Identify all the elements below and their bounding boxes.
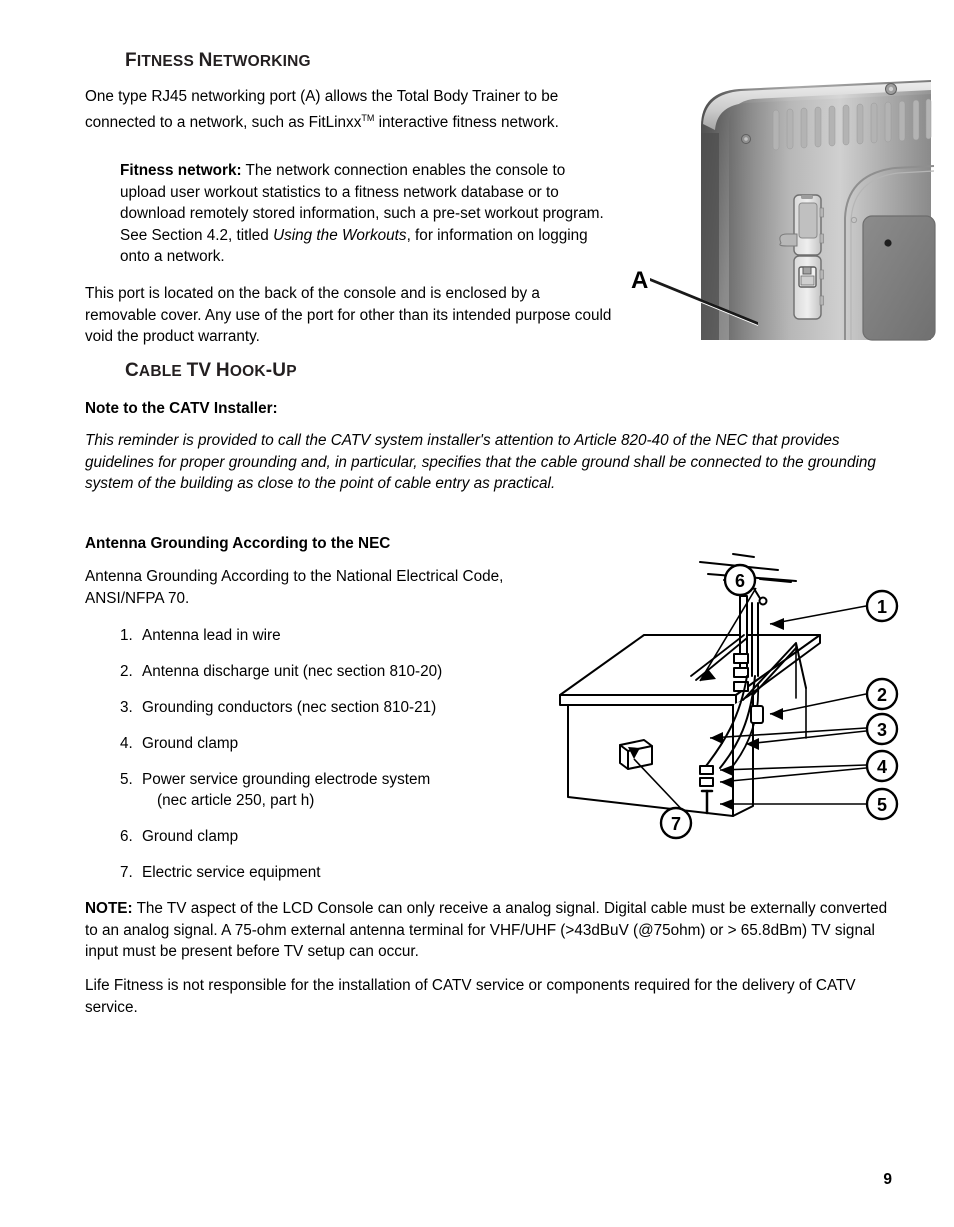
list-item-text: Electric service equipment — [142, 864, 321, 881]
note-to-catv-installer-heading: Note to the CATV Installer: — [85, 400, 278, 417]
list-item-text: Ground clamp — [142, 828, 239, 845]
list-item-text: Ground clamp — [142, 735, 239, 752]
list-item — [120, 826, 550, 847]
heading-fitness-networking — [125, 50, 311, 72]
port-cover-lower-rj45 — [794, 256, 824, 319]
callout-circle-2 — [867, 679, 897, 709]
heading-smallcaps-able: ABLE — [138, 363, 182, 380]
svg-text:4: 4 — [876, 757, 888, 777]
heading-initial-u: U — [272, 360, 287, 381]
list-item-text: Grounding conductors (nec section 810-21) — [142, 699, 437, 716]
port-cover-upper — [794, 195, 824, 255]
list-item — [120, 661, 550, 682]
svg-text:7: 7 — [670, 814, 682, 834]
list-item — [120, 733, 550, 754]
antenna-grounding-diagram — [548, 548, 904, 844]
list-item-text: Antenna lead in wire — [142, 627, 281, 644]
heading-initial-f: F — [125, 50, 137, 71]
callout-circle-3 — [867, 714, 897, 744]
note-label: NOTE: — [85, 900, 133, 917]
fitness-networking-paragraph-1 — [85, 86, 610, 133]
list-item-number: 4. — [120, 735, 133, 752]
list-item — [120, 697, 550, 718]
catv-installer-reminder-paragraph: This reminder is provided to call the CATV system installer's attention to Article 820-40 of the NEC that provides guidelines for proper grounding and, in particular, specifies that the cable ground shall be connected to the grounding system of the building as close to the point of cable entry as practical. — [85, 432, 876, 492]
callout-circle-1 — [867, 591, 897, 621]
fitness-network-callout — [120, 160, 615, 268]
note-body-text: The TV aspect of the LCD Console can only receive a analog signal. Digital cable must be externally converted to an analog signal. A 75-ohm external antenna terminal for VHF/UHF (>43dBuV (@75ohm) or > 65.8dBm) TV signal input must be present before TV setup can occur. — [85, 900, 888, 960]
paragraph-1-text: One type RJ45 networking port (A) allows the Total Body Trainer to be connected to a network, such as FitLinxx — [85, 88, 559, 131]
note-paragraph — [85, 898, 897, 963]
heading-initial-n: N — [198, 50, 213, 71]
heading-smallcaps-ook: OOK — [229, 363, 266, 380]
heading-smallcaps-p: P — [286, 363, 297, 380]
callout-text-2: , for information on logging onto a network. — [120, 226, 588, 265]
svg-text:3: 3 — [876, 720, 888, 740]
paragraph-1-text-end: interactive fitness network. — [374, 113, 559, 131]
page-number: 9 — [883, 1171, 892, 1188]
heading-initial-c: C — [125, 360, 139, 381]
callout-circle-4 — [867, 751, 897, 781]
heading-smallcaps-itness: ITNESS — [136, 53, 194, 70]
list-item — [120, 625, 550, 646]
list-item-number: 6. — [120, 828, 133, 845]
callout-circle-5 — [867, 789, 897, 819]
screw-top — [886, 84, 897, 95]
heading-initial-h: H — [215, 360, 230, 381]
callout-label: Fitness network: — [120, 162, 242, 179]
svg-text:1: 1 — [876, 597, 888, 617]
console-callout-leader-line — [650, 268, 770, 330]
list-item-number: 1. — [120, 627, 133, 644]
antenna-grounding-illustration — [548, 548, 904, 844]
callout-text-1: The network connection enables the console to upload user workout statistics to a fitness network database or to download remotely stored information, such a pre-set workout program. See Section 4.2, titled — [120, 162, 604, 244]
screw-left — [742, 135, 751, 144]
heading-smallcaps-etworking: ETWORKING — [212, 53, 311, 70]
list-item-text: Power service grounding electrode system — [142, 771, 431, 788]
antenna-grounding-list — [120, 625, 550, 898]
heading-word-tv: TV — [186, 360, 212, 381]
console-callout-label-a: A — [631, 267, 649, 294]
list-item-text-continued: (nec article 250, part h) — [157, 792, 315, 809]
antenna-grounding-paragraph: Antenna Grounding According to the National Electrical Code, ANSI/NFPA 70. — [85, 568, 504, 607]
fitness-networking-paragraph-2: This port is located on the back of the console and is enclosed by a removable cover. Any use of the port for other than its intended purpose could void the product warranty. — [85, 285, 612, 345]
catv-disclaimer-paragraph: Life Fitness is not responsible for the installation of CATV service or components required for the delivery of CATV service. — [85, 977, 856, 1016]
list-item — [120, 862, 550, 883]
list-item-number: 7. — [120, 864, 133, 881]
list-item-number: 3. — [120, 699, 133, 716]
callout-circle-7 — [661, 808, 691, 838]
antenna-grounding-heading: Antenna Grounding According to the NEC — [85, 535, 391, 552]
list-item — [120, 769, 550, 811]
svg-text:2: 2 — [876, 685, 888, 705]
list-item-number: 5. — [120, 771, 133, 788]
heading-cable-tv-hookup — [125, 360, 297, 382]
callout-italic-title: Using the Workouts — [273, 226, 407, 244]
svg-text:6: 6 — [734, 571, 746, 591]
heading-hyphen: - — [265, 360, 273, 381]
trademark-symbol: TM — [361, 112, 375, 123]
svg-text:5: 5 — [876, 795, 888, 815]
list-item-number: 2. — [120, 663, 133, 680]
list-item-text: Antenna discharge unit (nec section 810-20) — [142, 663, 443, 680]
callout-circle-6 — [725, 565, 755, 595]
